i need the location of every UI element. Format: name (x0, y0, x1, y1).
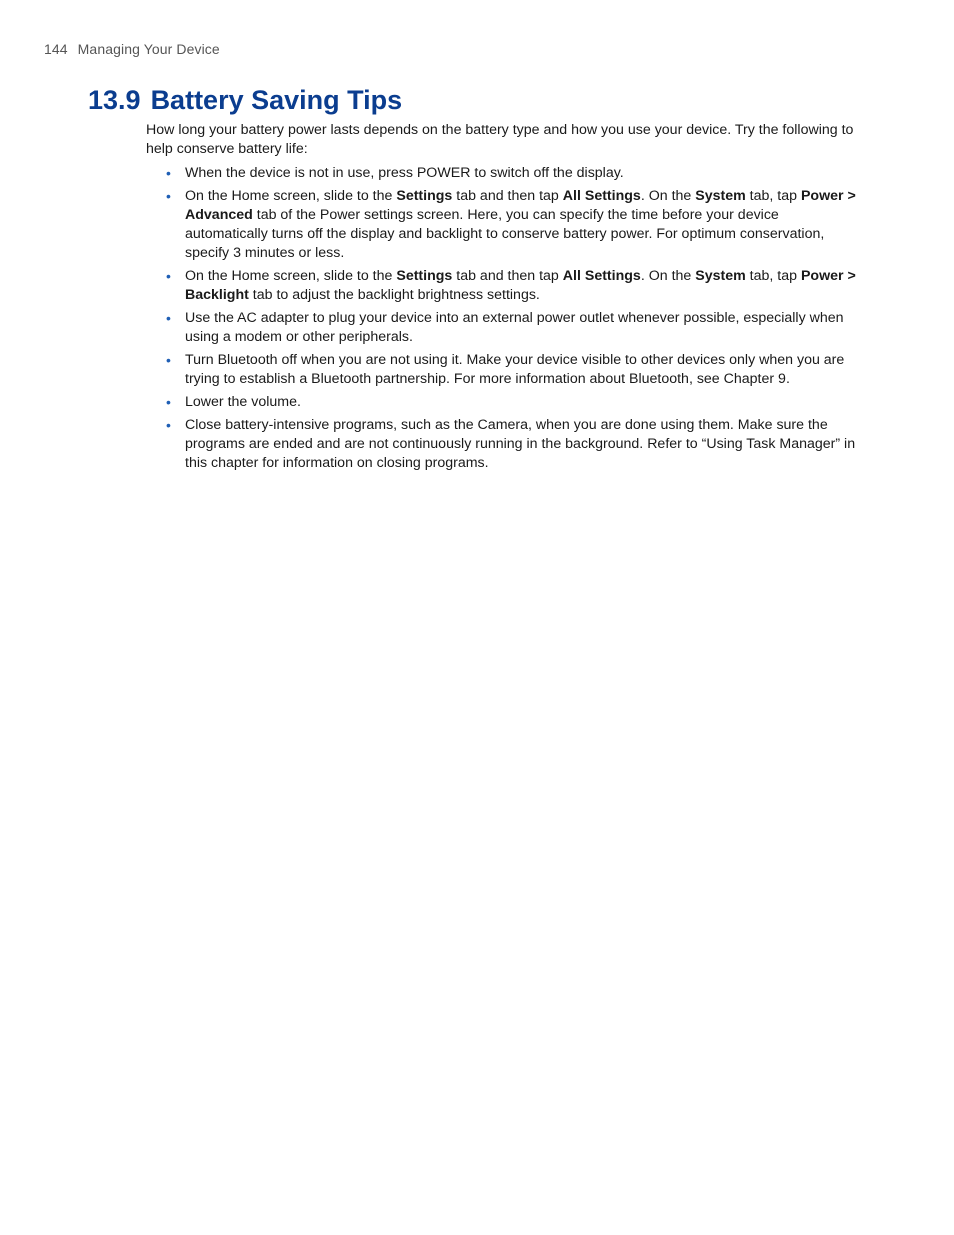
ui-term: Power > Backlight (185, 268, 856, 303)
tip-text: When the device is not in use, press POWER to switch off the display. (185, 165, 624, 181)
tip-text: Close battery-intensive programs, such as the Camera, when you are done using them. Make sure the programs are ended and are not continuously running in the background. Refer to “Using Task Manager” in this chapter for information on closing programs. (185, 417, 856, 471)
ui-term: Settings (396, 188, 453, 204)
ui-term: Power > Advanced (185, 188, 856, 223)
list-item (146, 309, 862, 347)
list-item (146, 351, 862, 389)
section-number: 13.9 (88, 85, 141, 115)
tip-text: tab, tap (745, 268, 801, 284)
intro-paragraph: How long your battery power lasts depends on the battery type and how you use your device. Try the following to help conserve battery life: (146, 122, 854, 157)
ui-term: System (695, 268, 746, 284)
section-title-text: Battery Saving Tips (150, 85, 403, 115)
bullet-icon: • (166, 188, 171, 204)
section-title (88, 83, 402, 117)
bullet-icon: • (166, 417, 171, 433)
chapter-title: Managing Your Device (77, 41, 220, 57)
tip-text: tab and then tap (452, 268, 563, 284)
bullet-icon: • (166, 352, 171, 368)
list-item (146, 187, 862, 263)
bullet-icon: • (166, 165, 171, 181)
list-item (146, 416, 862, 473)
tip-text: Lower the volume. (185, 394, 301, 410)
tip-text: tab and then tap (452, 188, 563, 204)
list-item (146, 164, 862, 183)
tip-text: Turn Bluetooth off when you are not using it. Make your device visible to other devices only when you are trying to establish a Bluetooth partnership. For more information about Bluetooth, see Chapter 9. (185, 352, 845, 387)
list-item (146, 393, 862, 412)
tip-text: . On the (640, 268, 696, 284)
tip-text: tab to adjust the backlight brightness settings. (248, 287, 540, 303)
tip-text: tab of the Power settings screen. Here, you can specify the time before your device automatically turns off the display and backlight to conserve battery power. For optimum conservation, specify 3 minutes or less. (185, 207, 825, 261)
page-number: 144 (44, 41, 68, 57)
bullet-icon: • (166, 310, 171, 326)
ui-term: System (695, 188, 746, 204)
tip-text: tab, tap (745, 188, 801, 204)
section-body (146, 121, 862, 477)
bullet-icon: • (166, 394, 171, 410)
tips-list (146, 164, 862, 473)
tip-text: . On the (640, 188, 696, 204)
tip-text: Use the AC adapter to plug your device into an external power outlet whenever possible, especially when using a modem or other peripherals. (185, 310, 844, 345)
tip-text: On the Home screen, slide to the (185, 268, 397, 284)
list-item (146, 267, 862, 305)
ui-term: Settings (396, 268, 453, 284)
running-header (44, 41, 220, 57)
ui-term: All Settings (562, 188, 641, 204)
bullet-icon: • (166, 268, 171, 284)
ui-term: All Settings (562, 268, 641, 284)
tip-text: On the Home screen, slide to the (185, 188, 397, 204)
